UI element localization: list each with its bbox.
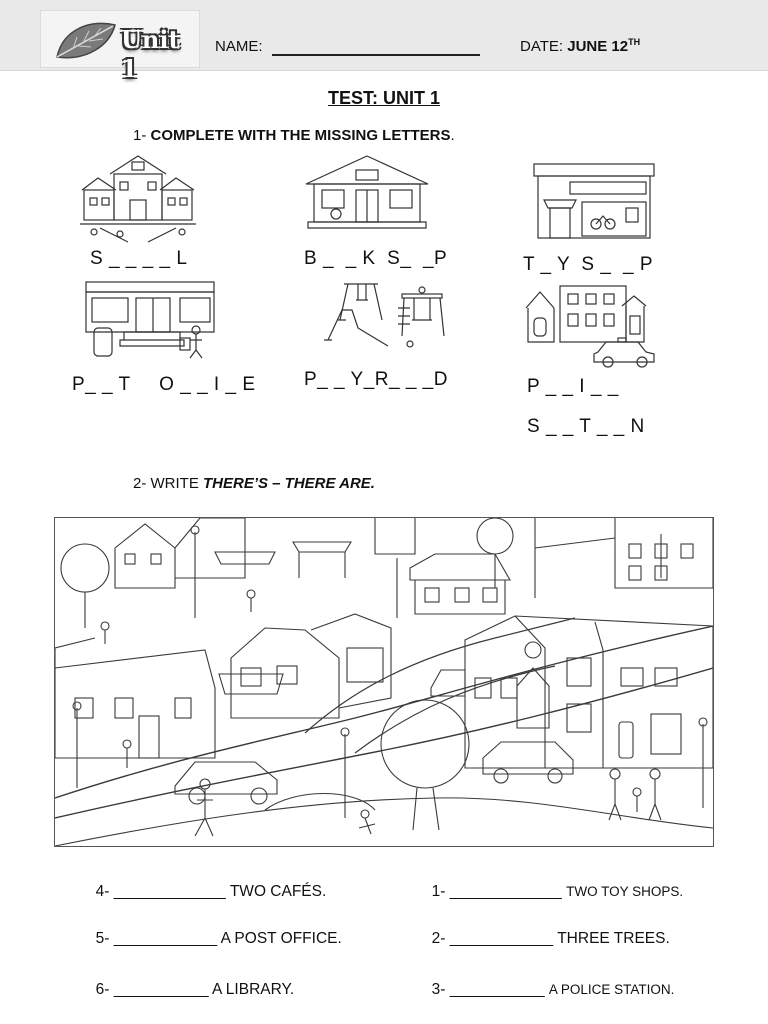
- sentence-3-number: 3-: [431, 981, 446, 998]
- date-label: DATE:: [520, 38, 564, 55]
- sentence-6-text: A LIBRARY.: [212, 981, 295, 998]
- sentence-4-text: TWO CAFÉS.: [229, 883, 327, 900]
- sentence-3: [423, 963, 674, 999]
- sentence-1: [423, 865, 683, 901]
- sentence-3-text: A POLICE STATION.: [548, 982, 675, 997]
- sentence-2-number: 2-: [431, 930, 446, 947]
- section-2-instruction: [133, 475, 375, 492]
- sentence-1-blank[interactable]: _____________: [449, 883, 562, 900]
- sentence-1-text: TWO TOY SHOPS.: [566, 884, 684, 899]
- word-school: S _ _ _ _ L: [90, 248, 188, 269]
- unit-label: Unit 1: [121, 25, 180, 83]
- word-post-office: P_ _ T O _ _ I _ E: [72, 374, 256, 395]
- sentence-6-blank[interactable]: ___________: [113, 981, 209, 998]
- sentence-5: [87, 912, 342, 948]
- sentence-4-blank[interactable]: _____________: [113, 883, 226, 900]
- school-picture: [80, 152, 196, 244]
- name-field-line[interactable]: [272, 54, 480, 56]
- worksheet-header: [0, 0, 768, 83]
- date-value: JUNE 12: [567, 38, 629, 55]
- playground-picture: [318, 280, 454, 352]
- sentence-2: [423, 912, 670, 948]
- town-illustration: [54, 517, 714, 847]
- sentence-5-text: A POST OFFICE.: [220, 930, 342, 947]
- word-station: S _ _ T _ _ N: [527, 416, 645, 437]
- word-police: P _ _ I _ _: [527, 376, 619, 397]
- police-station-picture: [522, 282, 660, 368]
- section-1-number: 1-: [133, 127, 147, 144]
- sentence-2-text: THREE TREES.: [557, 930, 670, 947]
- sentence-2-blank[interactable]: ____________: [449, 930, 554, 947]
- test-title: TEST: UNIT 1: [327, 88, 440, 108]
- sentence-5-blank[interactable]: ____________: [113, 930, 218, 947]
- date-suffix: TH: [628, 37, 641, 47]
- post-office-picture: [84, 280, 216, 362]
- name-label: NAME:: [215, 38, 263, 55]
- section-2-prefix: 2- WRITE: [133, 475, 203, 492]
- word-bookshop: B _ _ K S_ _P: [304, 248, 448, 269]
- date-field: [520, 37, 640, 55]
- sentence-3-blank[interactable]: ___________: [449, 981, 545, 998]
- sentence-4: [87, 865, 326, 901]
- sentence-1-number: 1-: [431, 883, 446, 900]
- sentence-6-number: 6-: [95, 981, 110, 998]
- section-1-period: .: [450, 127, 455, 144]
- unit-logo: [40, 10, 200, 83]
- sentence-5-number: 5-: [95, 930, 110, 947]
- sentence-6: [87, 963, 294, 999]
- word-playground: P_ _ Y_R_ _ _D: [304, 369, 448, 390]
- leaf-icon: [55, 17, 117, 63]
- section-1-text: COMPLETE WITH THE MISSING LETTERS: [150, 127, 451, 144]
- word-toy-shop: T _ Y S _ _ P: [523, 254, 654, 275]
- bookshop-picture: [302, 152, 432, 232]
- section-1-instruction: [133, 127, 455, 144]
- toy-shop-picture: [530, 160, 658, 242]
- section-2-emphasis: THERE’S – THERE ARE.: [203, 475, 375, 492]
- sentence-4-number: 4-: [95, 883, 110, 900]
